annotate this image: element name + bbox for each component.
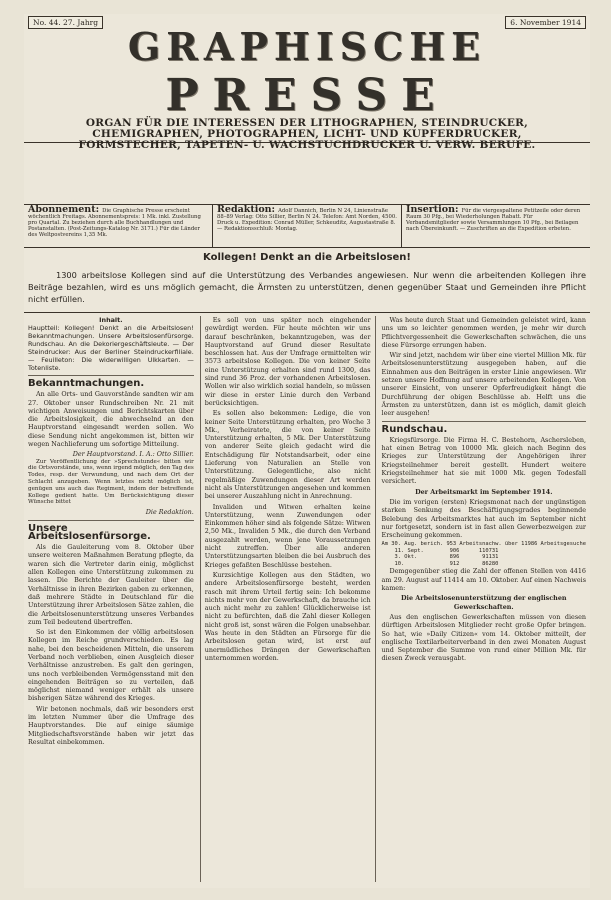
issue-date: 6. November 1914 [505,16,586,29]
contents-label: Inhalt. [99,316,123,324]
organ-line-3: FORMSTECHER, TAPETEN- U. WACHSTUCHDRUCKER U. VERW. BERUFE. [78,139,536,151]
statistics-table [382,541,586,567]
redaktion-text: Adolf Dannich, Berlin N 24, Linienstraße 88–89 Verlag: Otto Sillier, Berlin N 24. Telefon: Amt Norden, 4500. Druck u. Expedition: Conrad Müller, Schkeuditz, Augustastraße 8. — Redaktionsschluß: Montag. [217,208,397,233]
heading-rundschau: Rundschau. [381,423,448,435]
paragraph: Die im vorigen (ersten) Kriegsmonat nach der ungünstigen starken Senkung des Beschäftigungsgrades beginnende Belebung des Arbeitsmarktes hat auch im September nicht nur fortgesetzt, sondern ist in fast allen Gewerbezweigen zur Erscheinung gekommen. [381,497,586,540]
contents-text: Hauptteil: Kollegen! Denkt an die Arbeitslosen! Bekanntmachungen. Unsere Arbeitslosenfürsorge. Rundschau. An die Dekoriergeschäftsleute. — Der Steindrucker: Aus der Berliner Steindruckerfiliale. — Feuilleton: Die widerwilligen Ulkkarten. — Totenliste. [28,324,194,372]
heading-bekanntmachungen: Bekanntmachungen. [28,378,145,389]
paragraph: So ist den Einkommen der völlig arbeitslosen Kollegen im Reiche grundverschieden. Es lag nahe, bei den bescheidenen Mitteln, die unserem Verband noch verblieben, einen Ausgleich dieser Verhältnisse anzustreben. Es galt den geringen, uns noch verbleibenden Vermögensstand mit den eingehenden Beiträgen so zu verteilen, daß möglichst niemand weniger erhält als unsere bisherigen Sätze während des Krieges. [28,628,194,703]
paragraph: Kurzsichtige Kollegen aus den Städten, wo andere Arbeitslosenfürsorge besteht, werden rasch mit ihrem Urteil fertig sein: Ich bekomme nichts mehr von der Gewerkschaft, da brauche ich auch nicht mehr zu zahlen! Glücklicherweise ist nicht zu befürchten, daß die Zahl dieser Kollegen nicht groß ist, sonst wären die Folgen unabsehbar. Was heute in den Städten an Fürsorge für die Arbeitslosen getan wird, ist erst auf unermüdliches Drängen der Gewerkschaften unternommen worden. [204,570,371,662]
info-bar [24,204,590,248]
table-row: 10. 912 86280 [381,560,499,567]
divider [28,520,194,521]
issue-number: No. 44. 27. Jahrg [28,16,103,29]
divider [382,421,586,422]
paragraph: Zur Veröffentlichung der »Sprechstunde« bitten wir die Ortsvorstände, uns, wenn irgend möglich, den Tag des Todes, resp. der Verwundung, und nach dem Ort der Schlacht anzugeben. Wenn letztes nicht möglich ist, genügen uns auch das Regiment, indem der betreffende Kollege gedient hatte. Um Berücksichtigung dieser Wünsche bittet [28,458,194,506]
column-right [382,316,586,882]
paragraph: Als die Gauleiterung vom 8. Oktober über unsere weiteren Maßnahmen Beratung pflegte, da waren sich die Vertreter darin einig, möglichst allen Kollegen eine Unterstützung zukommen zu lassen. Die Berichte der Gauleiter über die Verhältnisse in ihren Bezirken gaben zu erkennen, daß mehrere Städte in Deutschland für die Unterstützung ihrer Arbeitslosen Sätze zahlen, die die Arbeitslosenunterstützung unseres Verbandes zum Teil bedeutend übertreffen. [28,543,194,626]
title-presse: PRESSE [165,70,449,121]
heading-arbeitslosenfuersorge: Unsere Arbeitslosenfürsorge. [28,522,151,542]
paragraph: Es sollen also bekommen: Ledige, die von keiner Seite Unterstützung erhalten, pro Woche 3 Mk., Verheiratete, die von keiner Seite Unterstützung erhalten, 5 Mk. Der Unterstützung von anderer Seite gleich gedacht wird die Entschädigung für Notstandsarbeit, oder eine Lieferung von Naturalien an Stelle von Unterstützung. Gelegentliche, also nicht regelmäßige Zuwendungen dieser Art werden nicht als Unterstützungen angesehen und kommen bei unserer Auszahlung nicht in Anrechnung. [204,409,371,501]
table-row: 11. Sept. 906 110731 [381,547,499,554]
newspaper-page [24,14,590,888]
subheading-arbeitsmarkt: Der Arbeitsmarkt im September 1914. [415,487,553,496]
paragraph: Was heute durch Staat und Gemeinden geleistet wird, kann uns um so leichter genommen werden, je mehr wir durch Pflichtvergessenheit die Gewerkschaften schwächen, die uns diese Fürsorge errungen haben. [381,316,586,349]
divider [24,312,590,313]
signature: Die Redaktion. [145,508,194,517]
paragraph: Es soll von uns später noch eingehender gewürdigt werden. Für heute möchten wir uns darauf beschränken, bekanntzugeben, was der Hauptvorstand auf Grund dieser Resultate beschlossen hat. Aus der Umfrage ermittelten wir 3573 arbeitslose Kollegen. Die von keiner Seite eine Unterstützung erhalten sind rund 1300, das sind rund 36 Proz. der vorhandenen Arbeitslosen. Wollen wir also wirklich sozial handeln, so müssen wir diese in erster Linie durch den Verband berücksichtigen. [204,316,371,407]
paragraph: Wir betonen nochmals, daß wir besonders erst im letzten Nummer über die Umfrage des Hauptvorstandes. Die auf einige säumige Mitgliedschaftsvorstände haben wir jetzt das Resultat einbekommen. [28,704,194,746]
redaktion-label: Redaktion: [217,204,276,215]
paragraph: Aus den englischen Gewerkschaften müssen von diesen dürftigen Arbeitslosen Mitglieder recht große Opfer bringen. So hat, wie »Daily Citizen« vom 14. Oktober mitteilt, der englische Textilarbeiterverband in den zwei Monaten August und September die Summe von rund einer Million Mk. für diesen Zweck verausgabt. [381,612,586,663]
insertion-label: Insertion: [406,204,459,215]
subheading-england: Die Arbeitslosenunterstützung der englischen Gewerkschaften. [400,594,567,611]
intro-paragraph: 1300 arbeitslose Kollegen sind auf die Unterstützung des Verbandes angewiesen. Nur wenn die arbeitenden Kollegen ihre Beiträge bezahlen, wird es uns möglich gemacht, die Ärmsten zu unterstützen, denen gegenüber Staat und Gemeinden ihre Pflicht nicht erfüllen. [28,270,586,304]
abonnement-label: Abonnement: [28,204,100,215]
table-header: Am 30. Aug. berich. 953 Arbeitsnachw. über 11986 Arbeitsgesuche [381,541,586,548]
column-left [28,316,194,882]
table-row: 3. Okt. 896 91131 [381,554,499,561]
organ-line-1: ORGAN FÜR DIE INTERESSEN DER LITHOGRAPHEN, STEINDRUCKER, [85,117,529,129]
paragraph: Invaliden und Witwen erhalten keine Unterstützung, wenn Zuwendungen oder Einkommen höher sind als folgende Sätze: Witwen 2,50 Mk., Invaliden 5 Mk., die durch den Verband ausgezahlt werden, wenn jene Voraussetzungen nicht zutreffen. Über alle anderen Unterstützungsarten bleiben die bei Ausbruch des Krieges gefaßten Beschlüsse bestehen. [204,502,371,569]
signature: Der Hauptvorstand. I. A.: Otto Sillier. [72,450,194,459]
title-graphische: GRAPHISCHE [127,24,487,69]
contents-box [28,316,194,376]
main-headline: Kollegen! Denkt an die Arbeitslosen! [203,252,411,263]
paragraph: Demgegenüber stieg die Zahl der offenen Stellen von 4416 am 29. August auf 11414 am 10. Oktober. Auf einen Nachweis kamen: [381,567,586,593]
redaktion-box [213,205,402,247]
abonnement-box [24,205,213,247]
paragraph: An alle Orts- und Gauvorstände sandten wir am 27. Oktober unser Rundschreiben Nr. 21 mit wichtigen Anweisungen und Berichtskarten über die Arbeitslosigkeit, die abwechselnd an den Hauptvorstand eingesandt werden sollen. Wo diese Sendung nicht angekommen ist, bitten wir wegen Nachlieferung um sofortige Mitteilung. [28,390,194,449]
column-middle [200,316,376,882]
paragraph: Kriegsfürsorge. Die Firma H. C. Bestehorn, Aschersleben, hat einen Betrag von 10000 Mk. gleich nach Beginn des Krieges zur Unterstützung der Angehörigen ihrer Kriegsteilnehmer bereit gestellt. Hundert weitere Kriegsteilnehmer hat sie mit 1000 Mk. gegen Todesfall versichert. [381,435,586,486]
abonnement-text: Die Graphische Presse erscheint wöchentlich Freitags. Abonnementspreis: 1 Mk. inkl. Zustellung pro Quartal. Zu beziehen durch alle Buchhandlungen und Postanstalten. (Post-Zeitungs-Katalog Nr. 3171.) Für die Länder des Weltpostvereins 1,35 Mk. [28,208,201,239]
organ-subtitle [24,118,590,151]
insertion-text: Für die viergespaltene Petitzeile oder deren Raum 30 Pfg., bei Wiederholungen Rabatt. Für Verbandsmitglieder sowie Versammlungen 10 Pfg., bei Beilagen nach Übereinkunft. — Zuschriften an die Expedition erbeten. [406,208,581,233]
organ-line-2: CHEMIGRAPHEN, PHOTOGRAPHEN, LICHT- UND KUPFERDRUCKER, [92,128,522,140]
insertion-box [402,205,590,247]
paragraph: Wir sind jetzt, nachdem wir über eine viertel Million Mk. für Arbeitslosenunterstützung ausgegeben haben, auf die Einnahmen aus den Beiträgen in erster Linie angewiesen. Wir setzen unsere Hoffnung auf unsere arbeitenden Kollegen. Von unserer Einsicht, von unserer Opferfreudigkeit hängt die Durchführung der obigen Beschlüsse ab. Helft uns die Ärmsten zu unterstützen, dann ist es möglich, damit gleich leer ausgehen! [381,351,586,418]
article-columns [28,316,586,882]
